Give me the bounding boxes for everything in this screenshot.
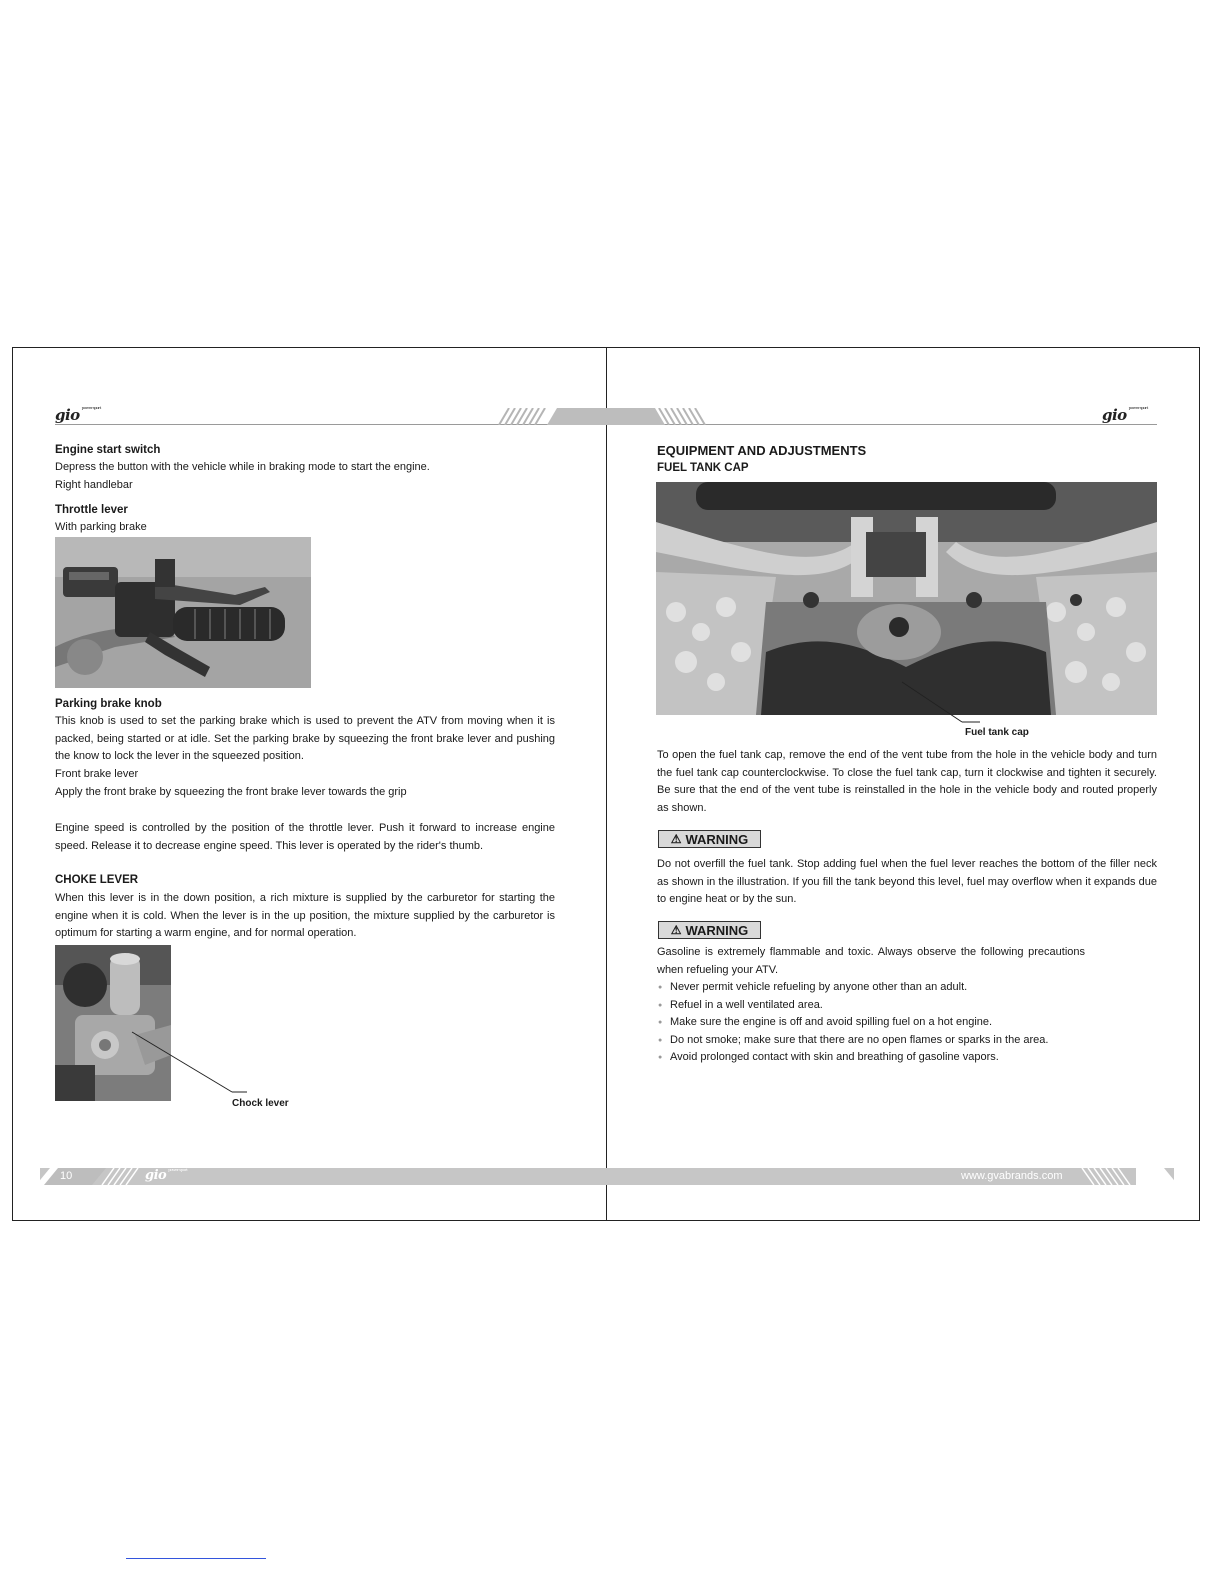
engine-speed-text: Engine speed is controlled by the position of the throttle lever. Push it forward to increase engine speed. Release it to decrease engine speed. This lever is operated by the rider's thumb. xyxy=(55,822,555,852)
page-number-right: 11 xyxy=(1141,1170,1153,1182)
brand-logo-left: gio power sport xyxy=(55,405,101,424)
list-item: ● Do not smoke; make sure that there are no open flames or sparks in the area. xyxy=(658,1032,1158,1050)
header-stripe-decoration xyxy=(495,408,717,425)
handlebar-photo xyxy=(55,537,311,688)
choke-lever-callout: Chock lever xyxy=(232,1098,289,1109)
warning-triangle-icon: ⚠ xyxy=(670,923,682,937)
choke-callout-leader xyxy=(130,1030,250,1096)
warning-1-text: Do not overfill the fuel tank. Stop adding fuel when the fuel lever reaches the bottom of the filler neck as shown in the illustration. If you fill the tank beyond this level, fuel may overflow when it expands due to engine heat or by the sun. xyxy=(657,858,1157,906)
bottom-blue-line xyxy=(126,1558,266,1559)
throttle-heading: Throttle lever xyxy=(55,504,128,516)
list-item: ● Avoid prolonged contact with skin and breathing of gasoline vapors. xyxy=(658,1049,1158,1067)
fuel-cap-instructions: To open the fuel tank cap, remove the end of the vent tube from the hole in the vehicle body and turn the fuel tank cap counterclockwise. To close the fuel tank cap, turn it clockwise and tighten it securely. Be sure that the end of the vent tube is reinstalled in the hole in the vehicle body and routed properly as shown. xyxy=(657,749,1157,814)
list-item: ● Never permit vehicle refueling by anyone other than an adult. xyxy=(658,979,1158,997)
choke-heading: CHOKE LEVER xyxy=(55,874,139,886)
front-brake-text: Apply the front brake by squeezing the front brake lever towards the grip xyxy=(55,786,407,798)
brand-logo-right: gio power sport xyxy=(1102,405,1148,424)
page-number-left: 10 xyxy=(60,1170,73,1182)
choke-text: When this lever is in the down position, a rich mixture is supplied by the carburetor for starting the engine when it is cold. When the lever is in the up position, the mixture supplied by the carburetor is optimum for starting a warm engine, and for normal operation. xyxy=(55,892,555,940)
precautions-list xyxy=(658,979,1158,1067)
parking-brake-heading: Parking brake knob xyxy=(55,698,162,710)
list-item: ● Make sure the engine is off and avoid spilling fuel on a hot engine. xyxy=(658,1014,1158,1032)
page-divider xyxy=(606,347,607,1221)
fuel-cap-callout-leader xyxy=(900,680,990,726)
footer-website: www.gvabrands.com xyxy=(961,1170,1063,1182)
footer-logo: gio power sport xyxy=(145,1167,188,1183)
parking-brake-text: This knob is used to set the parking brake which is used to prevent the ATV from moving when it is packed, being started or at idle. Set the parking brake by squeezing the front brake lever and pushing the know to lock the lever in the squeezed position. xyxy=(55,715,555,763)
section-title: EQUIPMENT AND ADJUSTMENTS xyxy=(657,443,867,458)
list-item: ● Refuel in a well ventilated area. xyxy=(658,997,1158,1015)
right-handlebar-label: Right handlebar xyxy=(55,479,133,491)
engine-start-text: Depress the button with the vehicle while in braking mode to start the engine. xyxy=(55,461,430,473)
throttle-text: With parking brake xyxy=(55,521,147,533)
engine-start-heading: Engine start switch xyxy=(55,444,161,456)
fuel-tank-cap-heading: FUEL TANK CAP xyxy=(657,462,749,474)
front-brake-label: Front brake lever xyxy=(55,768,139,780)
warning-badge-1: ⚠ WARNING xyxy=(658,830,761,848)
warning-badge-2: ⚠ WARNING xyxy=(658,921,761,939)
warning-triangle-icon: ⚠ xyxy=(670,832,682,846)
warning-2-intro: Gasoline is extremely flammable and toxic. Always observe the following precautions when refueling your ATV. xyxy=(657,946,1085,976)
fuel-tank-cap-callout: Fuel tank cap xyxy=(965,727,1029,738)
